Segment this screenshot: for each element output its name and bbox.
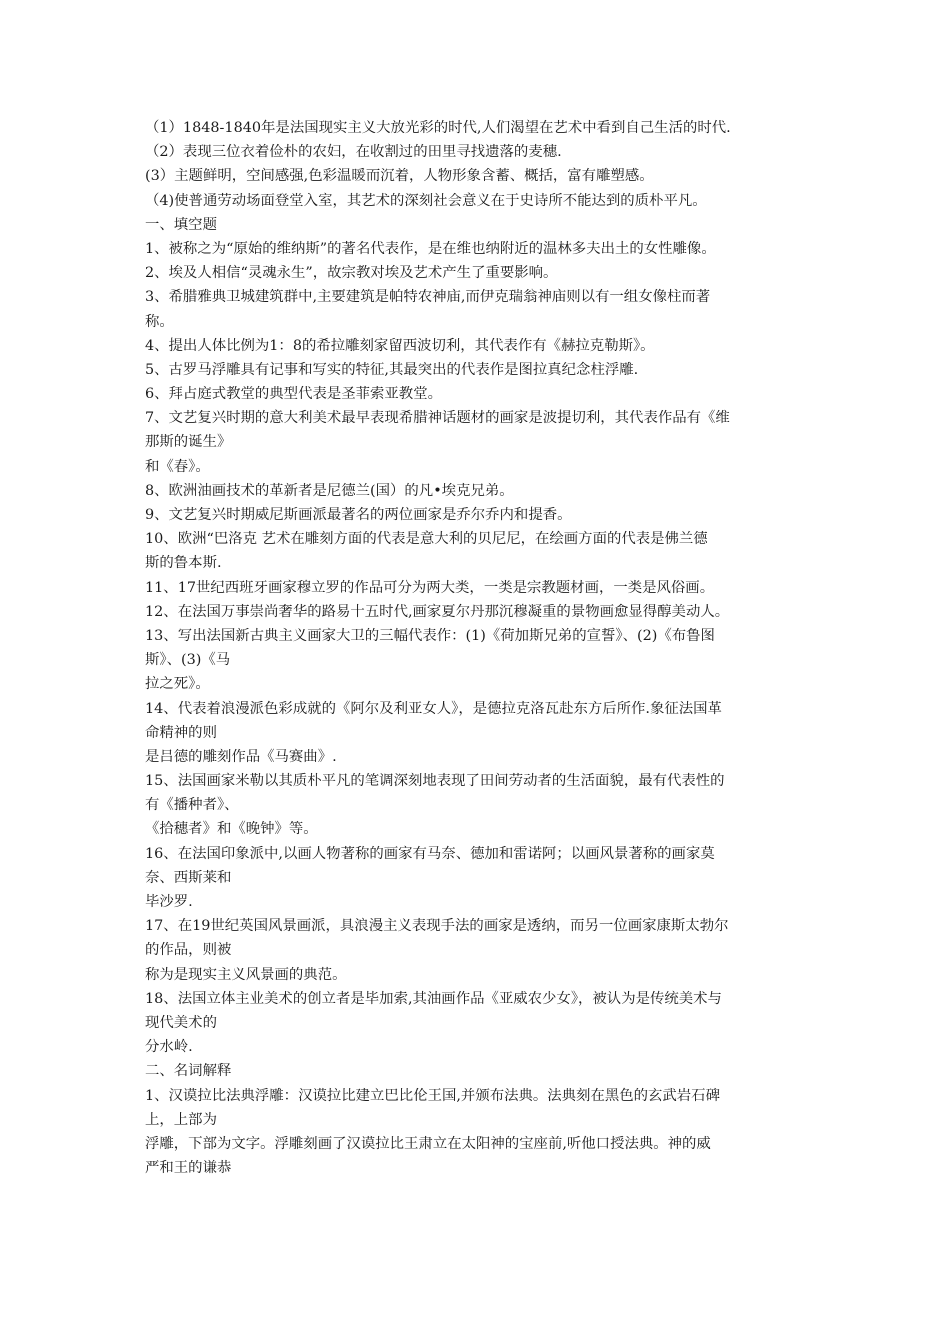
text-line: 严和王的谦恭 (145, 1160, 232, 1177)
text-line: 10、欧洲“巴洛克 艺术在雕刻方面的代表是意大利的贝尼尼，在绘画方面的代表是佛兰德 (145, 531, 708, 548)
text-line: 斯》、(3)《马 (145, 652, 231, 669)
text-line: 命精神的则 (145, 724, 217, 741)
text-line: 那斯的诞生》 (145, 434, 232, 451)
text-line: 有《播种者》、 (145, 797, 239, 814)
text-line: 7、文艺复兴时期的意大利美术最早表现希腊神话题材的画家是波提切利，其代表作品有《维 (145, 410, 730, 427)
text-line: 称。 (145, 313, 174, 330)
text-line: 浮雕，下部为文字。浮雕刻画了汉谟拉比王肃立在太阳神的宝座前,听他口授法典。神的威 (145, 1135, 711, 1152)
section-heading: 一、填空题 (145, 216, 217, 233)
text-line: 5、古罗马浮雕具有记事和写实的特征,其最突出的代表作是图拉真纪念柱浮雕. (145, 361, 639, 378)
text-line: 16、在法国印象派中,以画人物著称的画家有马奈、德加和雷诺阿；以画风景著称的画家莫 (145, 845, 715, 862)
text-line: 17、在19世纪英国风景画派，具浪漫主义表现手法的画家是透纳，而另一位画家康斯太勃尔 (145, 918, 729, 935)
text-line: 13、写出法国新古典主义画家大卫的三幅代表作：(1)《荷加斯兄弟的宣誓》、(2)《布鲁图 (145, 627, 715, 644)
text-line: 11、17世纪西班牙画家穆立罗的作品可分为两大类，一类是宗教题材画，一类是风俗画。 (145, 579, 715, 596)
text-line: 斯的鲁本斯. (145, 555, 222, 572)
text-line: 4、提出人体比例为1：8的希拉雕刻家留西波切利，其代表作有《赫拉克勒斯》。 (145, 337, 655, 354)
text-line: 12、在法国万事崇尚奢华的路易十五时代,画家夏尔丹那沉穆凝重的景物画愈显得醇美动人。 (145, 603, 730, 620)
document-body (145, 116, 815, 1180)
text-line: 现代美术的 (145, 1014, 217, 1031)
text-line: 拉之死》。 (145, 676, 210, 693)
text-line: 是吕德的雕刻作品《马赛曲》. (145, 748, 337, 765)
section-heading: 二、名词解释 (145, 1063, 232, 1080)
text-line: 14、代表着浪漫派色彩成就的《阿尔及利亚女人》，是德拉克洛瓦赴东方后所作.象征法国革 (145, 700, 722, 717)
text-line: 18、法国立体主业美术的创立者是毕加索,其油画作品《亚威农少女》，被认为是传统美术与 (145, 990, 722, 1007)
text-line: 15、法国画家米勒以其质朴平凡的笔调深刻地表现了田间劳动者的生活面貌，最有代表性的 (145, 773, 725, 790)
text-line: 9、文艺复兴时期威尼斯画派最著名的两位画家是乔尔乔内和提香。 (145, 507, 572, 523)
text-line: 的作品，则被 (145, 942, 232, 959)
text-line: (3）主题鲜明，空间感强,色彩温暖而沉着，人物形象含蓄、概括，富有雕塑感。 (145, 168, 654, 185)
text-line: 《拾穗者》和《晚钟》等。 (145, 821, 318, 838)
text-line: 3、希腊雅典卫城建筑群中,主要建筑是帕特农神庙,而伊克瑞翁神庙则以有一组女像柱而著 (145, 289, 711, 306)
text-line: 6、拜占庭式教堂的典型代表是圣菲索亚教堂。 (145, 386, 442, 403)
text-line: 8、欧洲油画技术的革新者是尼德兰(国）的凡•埃克兄弟。 (145, 482, 514, 499)
text-line: 2、埃及人相信“灵魂永生”，故宗教对埃及艺术产生了重要影响。 (145, 265, 558, 282)
text-line: 奈、西斯莱和 (145, 869, 232, 886)
text-line: 毕沙罗. (145, 894, 193, 910)
text-line: 上，上部为 (145, 1111, 217, 1128)
text-line: 称为是现实主义风景画的典范。 (145, 966, 347, 983)
text-line: 和《春》。 (145, 458, 210, 475)
text-line: 1、汉谟拉比法典浮雕：汉谟拉比建立巴比伦王国,并颁布法典。法典刻在黑色的玄武岩石碑 (145, 1087, 720, 1104)
text-line: 1、被称之为“原始的维纳斯”的著名代表作，是在维也纳附近的温林多夫出土的女性雕像。 (145, 240, 716, 257)
text-line: （4)使普通劳动场面登堂入室，其艺术的深刻社会意义在于史诗所不能达到的质朴平凡。 (145, 192, 707, 209)
text-line: （1）1848-1840年是法国现实主义大放光彩的时代,人们渴望在艺术中看到自己生活的时代. (145, 120, 731, 136)
text-line: （2）表现三位衣着俭朴的农妇，在收割过的田里寻找遗落的麦穗. (145, 144, 562, 161)
text-line: 分水岭. (145, 1039, 193, 1056)
